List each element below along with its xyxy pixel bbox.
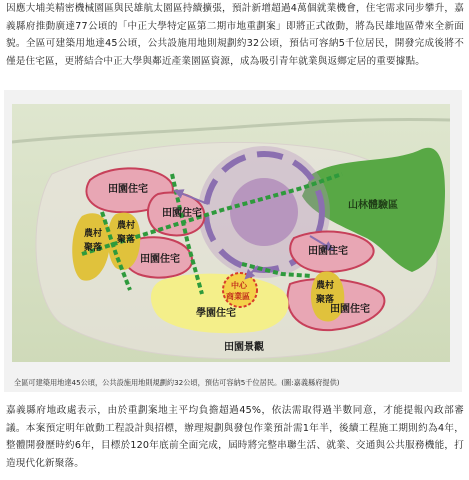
label-village-right-1: 農村 [316,281,335,291]
planning-map-figure [4,90,462,392]
intro-paragraph: 因應大埔美精密機械園區與民雄航太園區持續擴張，預計新增超過4萬個就業機會，住宅需求同步攀升，嘉義縣府推動廣達77公頃的「中正大學特定區第二期市地重劃案」即將正式啟動，將為民雄地區帶來全新面貌。全區可建築用地達45公頃，公共設施用地則規劃約32公頃，預估可容納5千位居民，開發完成後將不僅是住宅區，更將結合中正大學與鄰近產業園區資源，成為吸引青年就業與返鄉定居的重要據點。 [6,3,464,67]
label-residential-d: 田園住宅 [308,246,348,257]
label-village-mid-2: 聚落 [117,235,136,245]
label-village-mid-1: 農村 [117,221,136,231]
label-school: 學園住宅 [196,308,236,319]
label-landscape: 田園景觀 [224,342,264,353]
label-residential-b: 田園住宅 [162,208,202,219]
label-forest-area: 山林體驗區 [348,200,398,211]
schedule-paragraph: 嘉義縣府地政處表示，由於重劃案地主平均負擔超過45%，依法需取得過半數同意，才能提報內政部審議。本案預定明年啟動工程設計與招標，辦理規劃與發包作業預計需1年半，後續工程施工期則約為4年，整體開發歷時約6年，目標於120年底前全面完成，屆時將完整串聯生活、就業、交通與公共服務機能，打造現代化新聚落。 [6,405,464,469]
label-village-left-1: 農村 [84,229,103,239]
figure-caption: 全區可建築用地達45公頃，公共設施用地則規劃約32公頃，預估可容納5千位居民。(圖:嘉義縣府提供) [14,378,340,387]
label-center-2: 商業區 [226,292,250,301]
label-residential-e: 田園住宅 [330,304,370,315]
label-residential-a: 田園住宅 [108,184,148,195]
planning-map [12,104,450,362]
school-residential-area [151,274,289,334]
label-village-right-2: 聚落 [316,295,335,305]
label-center-1: 中心 [231,281,247,290]
center-commercial-area [223,273,257,307]
label-village-left-2: 聚落 [84,243,103,253]
label-residential-c: 田園住宅 [140,254,180,265]
